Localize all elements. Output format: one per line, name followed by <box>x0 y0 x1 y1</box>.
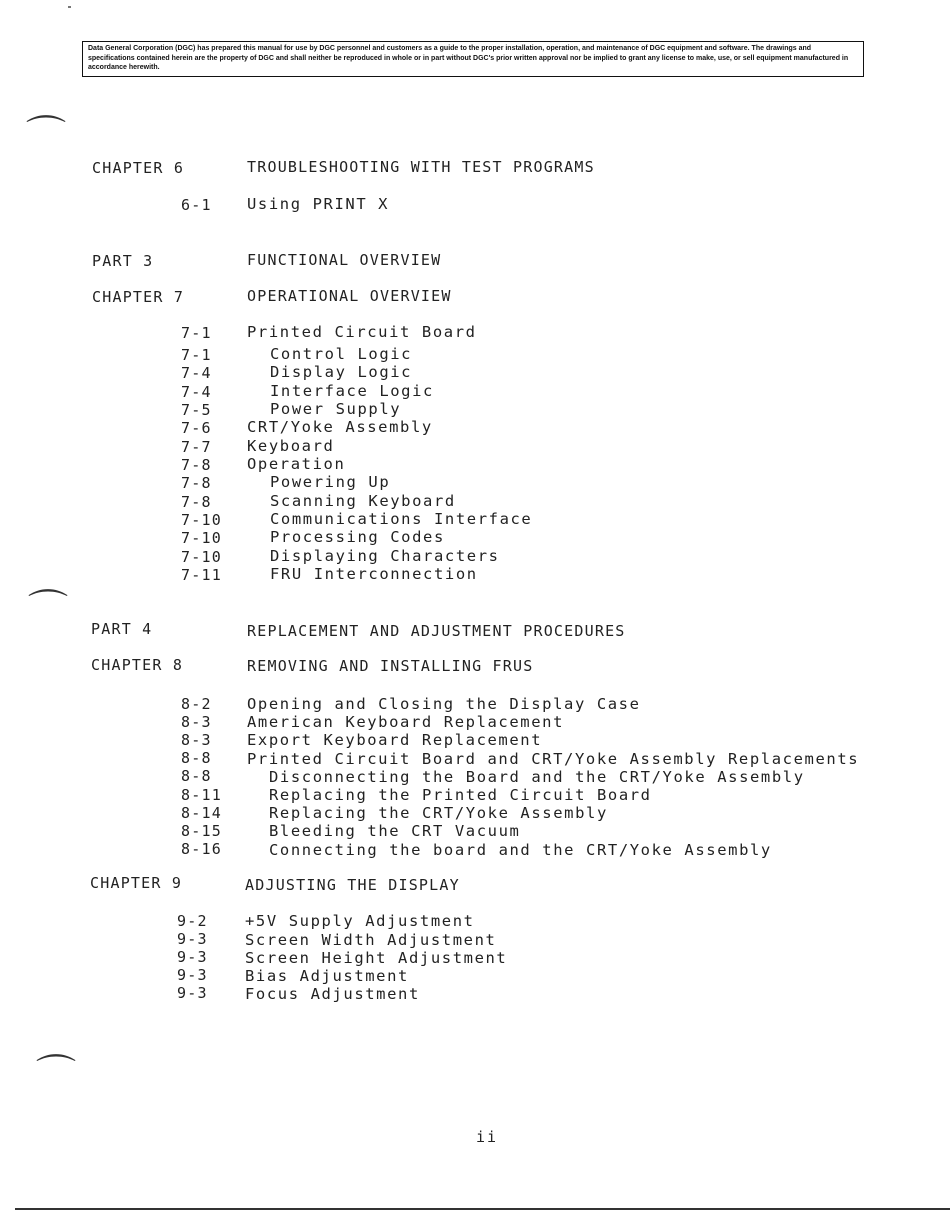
toc-page-number: 8-8 <box>181 749 212 767</box>
toc-entry: Replacing the CRT/Yoke Assembly <box>269 804 608 822</box>
scan-speck <box>68 6 71 8</box>
toc-entry: Bias Adjustment <box>245 967 409 985</box>
section-title: TROUBLESHOOTING WITH TEST PROGRAMS <box>247 158 595 176</box>
toc-entry: Screen Width Adjustment <box>245 931 497 949</box>
toc-page-number: 7-6 <box>181 419 212 437</box>
toc-page-number: 9-3 <box>177 984 208 1002</box>
toc-entry: Communications Interface <box>270 510 533 528</box>
toc-entry: Export Keyboard Replacement <box>247 731 543 749</box>
toc-page-number: 7-10 <box>181 548 222 566</box>
toc-page-number: 6-1 <box>181 196 212 214</box>
toc-page-number: 7-8 <box>181 493 212 511</box>
section-title: REMOVING AND INSTALLING FRUS <box>247 657 534 675</box>
toc-entry: Interface Logic <box>270 382 434 400</box>
toc-entry: Using PRINT X <box>247 195 390 213</box>
toc-entry: Focus Adjustment <box>245 985 420 1003</box>
toc-page-number: 7-7 <box>181 438 212 456</box>
toc-entry: Screen Height Adjustment <box>245 949 508 967</box>
toc-entry: Control Logic <box>270 345 413 363</box>
toc-page-number: 8-14 <box>181 804 222 822</box>
toc-page-number: 8-11 <box>181 786 222 804</box>
copyright-notice: Data General Corporation (DGC) has prepared this manual for use by DGC personnel and customers as a guide to the proper installation, operation, and maintenance of DGC equipment and software. The drawings and specifications contained herein are the property of DGC and shall neither be reproduced in whole or in part without DGC's prior written approval nor be implied to grant any license to make, use, or sell equipment manufactured in accordance herewith. <box>82 41 864 77</box>
toc-page-number: 7-11 <box>181 566 222 584</box>
toc-entry: Scanning Keyboard <box>270 492 456 510</box>
toc-entry: Power Supply <box>270 400 402 418</box>
section-title: ADJUSTING THE DISPLAY <box>245 876 460 894</box>
toc-entry: Connecting the board and the CRT/Yoke Assembly <box>269 841 772 859</box>
binder-hole-mark: ⌒ <box>26 113 66 159</box>
toc-entry: Displaying Characters <box>270 547 500 565</box>
toc-page-number: 8-2 <box>181 695 212 713</box>
page-number: ii <box>476 1128 499 1146</box>
toc-page-number: 7-1 <box>181 324 212 342</box>
toc-page-number: 7-4 <box>181 383 212 401</box>
toc-page-number: 7-8 <box>181 474 212 492</box>
toc-page-number: 7-10 <box>181 511 222 529</box>
page-bottom-rule <box>15 1208 950 1210</box>
toc-entry: Printed Circuit Board and CRT/Yoke Assembly Replacements <box>247 750 860 768</box>
binder-hole-mark: ⌒ <box>28 587 68 633</box>
toc-entry: CRT/Yoke Assembly <box>247 418 433 436</box>
section-label: PART 3 <box>92 252 154 270</box>
toc-entry: Keyboard <box>247 437 335 455</box>
toc-page-number: 8-16 <box>181 840 222 858</box>
toc-entry: Operation <box>247 455 346 473</box>
section-label: CHAPTER 6 <box>92 159 185 177</box>
toc-entry: Bleeding the CRT Vacuum <box>269 822 521 840</box>
section-label: CHAPTER 7 <box>92 288 185 306</box>
toc-page-number: 9-3 <box>177 966 208 984</box>
toc-page-number: 9-2 <box>177 912 208 930</box>
section-title: REPLACEMENT AND ADJUSTMENT PROCEDURES <box>247 622 626 640</box>
toc-entry: Opening and Closing the Display Case <box>247 695 641 713</box>
toc-entry: American Keyboard Replacement <box>247 713 565 731</box>
toc-page-number: 7-5 <box>181 401 212 419</box>
toc-page-number: 7-10 <box>181 529 222 547</box>
section-label: CHAPTER 8 <box>91 656 184 674</box>
toc-page-number: 7-4 <box>181 364 212 382</box>
toc-page-number: 8-15 <box>181 822 222 840</box>
binder-hole-mark: ⌒ <box>36 1052 76 1098</box>
toc-entry: +5V Supply Adjustment <box>245 912 475 930</box>
toc-page-number: 7-1 <box>181 346 212 364</box>
toc-entry: Printed Circuit Board <box>247 323 477 341</box>
toc-entry: Processing Codes <box>270 528 445 546</box>
section-label: PART 4 <box>91 620 153 638</box>
toc-entry: Display Logic <box>270 363 413 381</box>
section-title: OPERATIONAL OVERVIEW <box>247 287 452 305</box>
toc-entry: FRU Interconnection <box>270 565 478 583</box>
toc-page-number: 7-8 <box>181 456 212 474</box>
section-title: FUNCTIONAL OVERVIEW <box>247 251 442 269</box>
toc-entry: Disconnecting the Board and the CRT/Yoke Assembly <box>269 768 805 786</box>
toc-page-number: 9-3 <box>177 930 208 948</box>
toc-page-number: 8-3 <box>181 713 212 731</box>
toc-page-number: 9-3 <box>177 948 208 966</box>
section-label: CHAPTER 9 <box>90 874 183 892</box>
toc-entry: Powering Up <box>270 473 391 491</box>
toc-page-number: 8-3 <box>181 731 212 749</box>
toc-entry: Replacing the Printed Circuit Board <box>269 786 652 804</box>
toc-page-number: 8-8 <box>181 767 212 785</box>
